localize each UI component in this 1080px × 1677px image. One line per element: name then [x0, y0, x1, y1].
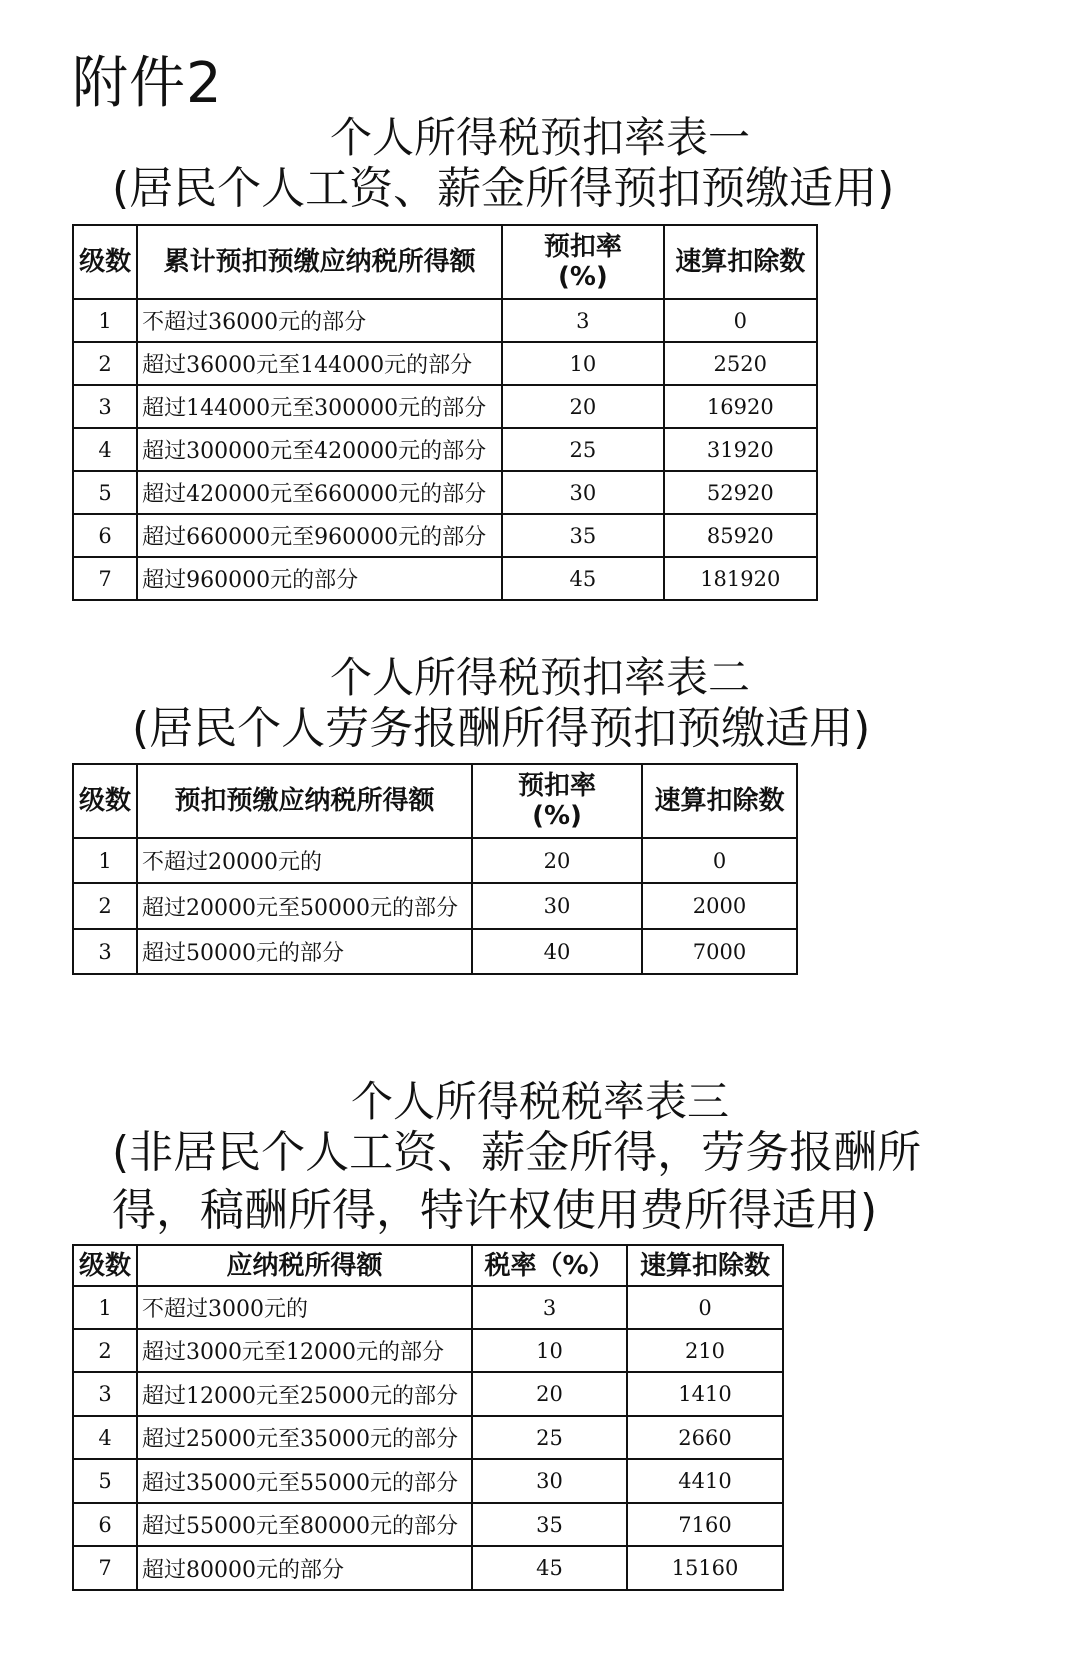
- rate-cell: 3: [472, 1286, 627, 1329]
- level-cell: 2: [73, 1329, 137, 1372]
- level-cell: 4: [73, 1416, 137, 1459]
- level-cell: 1: [73, 838, 137, 883]
- deduction-cell: 52920: [664, 471, 817, 514]
- rate-cell: 30: [502, 471, 663, 514]
- income-range-cell: 超过420000元至660000元的部分: [137, 471, 502, 514]
- table-row: [73, 385, 817, 428]
- deduction-cell: 0: [642, 838, 797, 883]
- table-row: [73, 883, 797, 929]
- table-row: [73, 471, 817, 514]
- level-cell: 6: [73, 1503, 137, 1546]
- deduction-cell: 31920: [664, 428, 817, 471]
- table3-header-income: 应纳税所得额: [137, 1245, 472, 1286]
- income-range-cell: 超过80000元的部分: [137, 1546, 472, 1590]
- income-range-cell: 超过36000元至144000元的部分: [137, 342, 502, 385]
- level-cell: 5: [73, 471, 137, 514]
- deduction-cell: 0: [664, 299, 817, 342]
- table2-header-rate: [472, 764, 642, 838]
- table1-header-income: 累计预扣预缴应纳税所得额: [137, 225, 502, 299]
- level-cell: 4: [73, 428, 137, 471]
- deduction-cell: 2000: [642, 883, 797, 929]
- level-cell: 3: [73, 1372, 137, 1416]
- rate-cell: 30: [472, 1459, 627, 1503]
- rate-cell: 10: [472, 1329, 627, 1372]
- level-cell: 5: [73, 1459, 137, 1503]
- table1: [72, 224, 818, 601]
- rate-cell: 30: [472, 883, 642, 929]
- table2-title: 个人所得税预扣率表二: [329, 653, 750, 702]
- table1-header-rate-label: 预扣率: [543, 232, 622, 262]
- deduction-cell: 2520: [664, 342, 817, 385]
- deduction-cell: 2660: [627, 1416, 783, 1459]
- table-row: [73, 838, 797, 883]
- table3-header-row: [73, 1245, 783, 1286]
- income-range-cell: 超过20000元至50000元的部分: [137, 883, 472, 929]
- deduction-cell: 181920: [664, 557, 817, 600]
- table1-header-rate-unit: (%): [557, 262, 608, 292]
- table2-header-deduction: 速算扣除数: [642, 764, 797, 838]
- income-range-cell: 超过50000元的部分: [137, 929, 472, 974]
- table-row: [73, 557, 817, 600]
- table2: [72, 763, 798, 975]
- deduction-cell: 85920: [664, 514, 817, 557]
- table-row: [73, 1372, 783, 1416]
- level-cell: 7: [73, 1546, 137, 1590]
- table1-title: 个人所得税预扣率表一: [329, 113, 750, 162]
- table-row: [73, 428, 817, 471]
- table-row: [73, 929, 797, 974]
- table3: [72, 1244, 784, 1591]
- table1-header-row: [73, 225, 817, 299]
- rate-cell: 35: [472, 1503, 627, 1546]
- level-cell: 1: [73, 1286, 137, 1329]
- table-row: [73, 1416, 783, 1459]
- table-row: [73, 1459, 783, 1503]
- level-cell: 6: [73, 514, 137, 557]
- deduction-cell: 15160: [627, 1546, 783, 1590]
- table1-header-rate: [502, 225, 663, 299]
- rate-cell: 20: [472, 1372, 627, 1416]
- rate-cell: 45: [502, 557, 663, 600]
- deduction-cell: 16920: [664, 385, 817, 428]
- table-row: [73, 342, 817, 385]
- rate-cell: 20: [502, 385, 663, 428]
- level-cell: 2: [73, 883, 137, 929]
- level-cell: 2: [73, 342, 137, 385]
- table1-subtitle: (居民个人工资、薪金所得预扣预缴适用): [112, 163, 895, 214]
- level-cell: 3: [73, 929, 137, 974]
- rate-cell: 40: [472, 929, 642, 974]
- income-range-cell: 超过960000元的部分: [137, 557, 502, 600]
- deduction-cell: 1410: [627, 1372, 783, 1416]
- income-range-cell: 超过144000元至300000元的部分: [137, 385, 502, 428]
- level-cell: 7: [73, 557, 137, 600]
- table-row: [73, 1503, 783, 1546]
- income-range-cell: 超过12000元至25000元的部分: [137, 1372, 472, 1416]
- table3-subtitle-line1: (非居民个人工资、薪金所得，劳务报酬所: [112, 1127, 922, 1178]
- deduction-cell: 7160: [627, 1503, 783, 1546]
- income-range-cell: 不超过3000元的: [137, 1286, 472, 1329]
- table3-subtitle-line2: 得，稿酬所得，特许权使用费所得适用): [112, 1185, 878, 1236]
- level-cell: 1: [73, 299, 137, 342]
- table2-header-rate-label: 预扣率: [517, 771, 596, 801]
- deduction-cell: 7000: [642, 929, 797, 974]
- table-row: [73, 514, 817, 557]
- rate-cell: 25: [502, 428, 663, 471]
- income-range-cell: 不超过36000元的部分: [137, 299, 502, 342]
- income-range-cell: 超过25000元至35000元的部分: [137, 1416, 472, 1459]
- rate-cell: 3: [502, 299, 663, 342]
- deduction-cell: 210: [627, 1329, 783, 1372]
- rate-cell: 25: [472, 1416, 627, 1459]
- deduction-cell: 0: [627, 1286, 783, 1329]
- level-cell: 3: [73, 385, 137, 428]
- rate-cell: 10: [502, 342, 663, 385]
- table2-subtitle: (居民个人劳务报酬所得预扣预缴适用): [132, 703, 871, 754]
- table3-header-level: 级数: [73, 1245, 137, 1286]
- rate-cell: 20: [472, 838, 642, 883]
- income-range-cell: 超过300000元至420000元的部分: [137, 428, 502, 471]
- income-range-cell: 不超过20000元的: [137, 838, 472, 883]
- table-row: [73, 1286, 783, 1329]
- deduction-cell: 4410: [627, 1459, 783, 1503]
- table2-header-level: 级数: [73, 764, 137, 838]
- table3-header-deduction: 速算扣除数: [627, 1245, 783, 1286]
- income-range-cell: 超过3000元至12000元的部分: [137, 1329, 472, 1372]
- attachment-label: 附件2: [72, 51, 223, 116]
- rate-cell: 35: [502, 514, 663, 557]
- income-range-cell: 超过660000元至960000元的部分: [137, 514, 502, 557]
- table-row: [73, 1329, 783, 1372]
- income-range-cell: 超过55000元至80000元的部分: [137, 1503, 472, 1546]
- income-range-cell: 超过35000元至55000元的部分: [137, 1459, 472, 1503]
- table2-header-income: 预扣预缴应纳税所得额: [137, 764, 472, 838]
- table1-header-deduction: 速算扣除数: [664, 225, 817, 299]
- table-row: [73, 299, 817, 342]
- table3-title: 个人所得税税率表三: [350, 1077, 729, 1126]
- table1-header-level: 级数: [73, 225, 137, 299]
- table3-header-rate: 税率（%）: [472, 1245, 627, 1286]
- rate-cell: 45: [472, 1546, 627, 1590]
- table-row: [73, 1546, 783, 1590]
- table2-header-row: [73, 764, 797, 838]
- table2-header-rate-unit: (%): [532, 801, 582, 831]
